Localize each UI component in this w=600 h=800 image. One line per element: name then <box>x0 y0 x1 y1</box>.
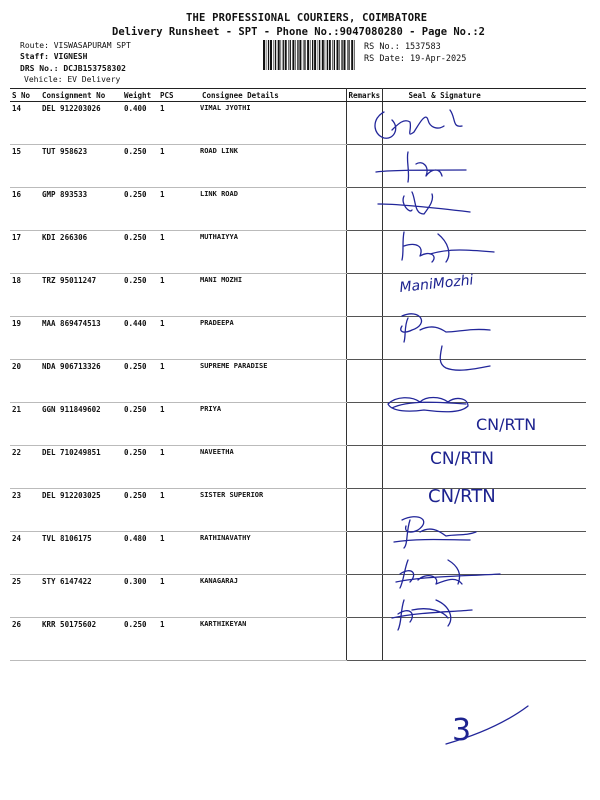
row-remarks <box>346 618 382 661</box>
runsheet-subtitle: Delivery Runsheet - SPT - Phone No.:9047080280 - Page No.:2 <box>112 26 485 38</box>
row-sno: 18 <box>10 274 40 317</box>
barcode-bar <box>303 40 304 70</box>
barcode-bar <box>281 40 282 70</box>
row-weight: 0.250 <box>122 145 158 188</box>
row-consignee: KANAGARAJ <box>188 575 346 618</box>
row-signature <box>382 102 586 145</box>
row-sno: 25 <box>10 575 40 618</box>
row-pcs: 1 <box>158 446 188 489</box>
row-consignment: GMP 893533 <box>40 188 122 231</box>
barcode-bar <box>329 40 331 70</box>
barcode-bar <box>325 40 326 70</box>
row-pcs: 1 <box>158 231 188 274</box>
row-consignee: PRIYA <box>188 403 346 446</box>
row-sno: 20 <box>10 360 40 403</box>
row-consignment: DEL 912203026 <box>40 102 122 145</box>
row-consignee: PRADEEPA <box>188 317 346 360</box>
row-weight: 0.250 <box>122 618 158 661</box>
row-weight: 0.480 <box>122 532 158 575</box>
row-pcs: 1 <box>158 360 188 403</box>
row-consignee: ROAD LINK <box>188 145 346 188</box>
table-row <box>10 489 586 532</box>
row-remarks <box>346 317 382 360</box>
barcode-bar <box>310 40 311 70</box>
row-sno: 21 <box>10 403 40 446</box>
row-pcs: 1 <box>158 532 188 575</box>
signature-22-remark: CN/RTN <box>430 449 494 469</box>
table-row <box>10 575 586 618</box>
row-pcs: 1 <box>158 317 188 360</box>
row-remarks <box>346 145 382 188</box>
row-consignee: RATHINAVATHY <box>188 532 346 575</box>
vehicle-label: Vehicle: EV Delivery <box>24 75 121 84</box>
row-signature <box>382 274 586 317</box>
row-pcs: 1 <box>158 618 188 661</box>
row-weight: 0.250 <box>122 446 158 489</box>
row-sno: 19 <box>10 317 40 360</box>
row-weight: 0.300 <box>122 575 158 618</box>
barcode-bar <box>312 40 313 70</box>
row-consignee: SUPREME PARADISE <box>188 360 346 403</box>
table-header-row <box>10 89 586 102</box>
row-weight: 0.250 <box>122 360 158 403</box>
row-sno: 17 <box>10 231 40 274</box>
row-weight: 0.400 <box>122 102 158 145</box>
row-signature <box>382 446 586 489</box>
row-consignment: TRZ 95011247 <box>40 274 122 317</box>
table-row <box>10 360 586 403</box>
barcode-bar <box>347 40 348 70</box>
row-consignment: KRR 50175602 <box>40 618 122 661</box>
row-sno: 14 <box>10 102 40 145</box>
barcode-bar <box>275 40 276 70</box>
table-row <box>10 618 586 661</box>
row-consignee: MUTHAIYYA <box>188 231 346 274</box>
row-signature <box>382 532 586 575</box>
row-consignment: GGN 911849602 <box>40 403 122 446</box>
table-row <box>10 102 586 145</box>
barcode-bar <box>290 40 291 70</box>
row-signature <box>382 360 586 403</box>
barcode-bar <box>314 40 316 70</box>
barcode-bar <box>263 40 265 70</box>
row-consignee: KARTHIKEYAN <box>188 618 346 661</box>
table-row <box>10 446 586 489</box>
row-pcs: 1 <box>158 145 188 188</box>
row-consignment: MAA 869474513 <box>40 317 122 360</box>
table-row <box>10 274 586 317</box>
barcode-bar <box>268 40 269 70</box>
barcode-bar <box>341 40 342 70</box>
row-pcs: 1 <box>158 403 188 446</box>
drs-number: DRS No.: DCJB153758302 <box>20 64 126 73</box>
page-mark-stroke <box>446 706 528 744</box>
route-label: Route: VISWASAPURAM SPT <box>20 41 131 50</box>
barcode-bar <box>334 40 335 70</box>
row-weight: 0.440 <box>122 317 158 360</box>
row-weight: 0.250 <box>122 274 158 317</box>
row-signature <box>382 188 586 231</box>
row-remarks <box>346 532 382 575</box>
row-consignee: VIMAL JYOTHI <box>188 102 346 145</box>
barcode-bar <box>348 40 349 70</box>
page-mark: 3 <box>452 713 472 748</box>
table-row <box>10 317 586 360</box>
col-consignee: Consignee Details <box>188 89 346 102</box>
barcode-bar <box>299 40 301 70</box>
row-pcs: 1 <box>158 575 188 618</box>
barcode-image <box>262 40 358 70</box>
col-sno: S No <box>10 89 40 102</box>
row-consignment: DEL 710249851 <box>40 446 122 489</box>
row-remarks <box>346 274 382 317</box>
row-consignee: MANI MOZHI <box>188 274 346 317</box>
row-weight: 0.250 <box>122 188 158 231</box>
row-remarks <box>346 403 382 446</box>
barcode-bar <box>295 40 296 70</box>
row-sno: 22 <box>10 446 40 489</box>
rs-number: RS No.: 1537583 <box>364 42 441 52</box>
row-consignment: NDA 906713326 <box>40 360 122 403</box>
row-sno: 23 <box>10 489 40 532</box>
row-consignee: LINK ROAD <box>188 188 346 231</box>
row-consignment: DEL 912203025 <box>40 489 122 532</box>
row-consignment: TVL 8106175 <box>40 532 122 575</box>
barcode-bar <box>270 40 272 70</box>
row-pcs: 1 <box>158 489 188 532</box>
row-pcs: 1 <box>158 274 188 317</box>
table-row <box>10 403 586 446</box>
row-sno: 26 <box>10 618 40 661</box>
row-signature <box>382 317 586 360</box>
row-signature <box>382 231 586 274</box>
row-consignment: TUT 958623 <box>40 145 122 188</box>
row-pcs: 1 <box>158 188 188 231</box>
row-signature <box>382 403 586 446</box>
row-sno: 16 <box>10 188 40 231</box>
barcode-bar <box>292 40 294 70</box>
table-row <box>10 532 586 575</box>
barcode-bar <box>337 40 339 70</box>
row-signature <box>382 618 586 661</box>
row-consignment: STY 6147422 <box>40 575 122 618</box>
company-title: THE PROFESSIONAL COURIERS, COIMBATORE <box>186 12 428 24</box>
barcode-bar <box>285 40 287 70</box>
col-signature: Seal & Signature <box>382 89 586 102</box>
table-row <box>10 145 586 188</box>
barcode-bar <box>288 40 289 70</box>
barcode-bar <box>274 40 275 70</box>
row-consignee: SISTER SUPERIOR <box>188 489 346 532</box>
row-remarks <box>346 231 382 274</box>
row-signature <box>382 145 586 188</box>
signature-23-remark: CN/RTN <box>428 486 496 507</box>
barcode-bar <box>266 40 267 70</box>
runsheet-table <box>10 88 586 661</box>
row-signature <box>382 489 586 532</box>
barcode-bar <box>327 40 328 70</box>
signature-21-remark: CN/RTN <box>476 415 537 434</box>
barcode-bar <box>332 40 333 70</box>
barcode-bar <box>344 40 346 70</box>
staff-label: Staff: VIGNESH <box>20 52 88 61</box>
row-remarks <box>346 575 382 618</box>
row-weight: 0.250 <box>122 231 158 274</box>
barcode-bar <box>354 40 355 70</box>
barcode-bar <box>319 40 320 70</box>
barcode-bar <box>318 40 319 70</box>
barcode-bar <box>339 40 340 70</box>
row-consignment: KDI 266306 <box>40 231 122 274</box>
barcode-bar <box>278 40 280 70</box>
table-row <box>10 231 586 274</box>
row-remarks <box>346 360 382 403</box>
row-weight: 0.250 <box>122 489 158 532</box>
table-row <box>10 188 586 231</box>
barcode-bar <box>351 40 353 70</box>
rs-date: RS Date: 19-Apr-2025 <box>364 54 467 64</box>
row-consignee: NAVEETHA <box>188 446 346 489</box>
row-weight: 0.250 <box>122 403 158 446</box>
barcode-bar <box>322 40 324 70</box>
row-remarks <box>346 188 382 231</box>
col-weight: Weight <box>122 89 158 102</box>
row-pcs: 1 <box>158 102 188 145</box>
col-remarks: Remarks <box>346 89 382 102</box>
row-remarks <box>346 489 382 532</box>
row-remarks <box>346 102 382 145</box>
row-sno: 24 <box>10 532 40 575</box>
barcode-bar <box>283 40 284 70</box>
row-signature <box>382 575 586 618</box>
col-consignment: Consignment No <box>40 89 122 102</box>
barcode-bar <box>297 40 298 70</box>
signature-18: ManiMozhi <box>398 272 475 296</box>
barcode-bar <box>304 40 305 70</box>
row-remarks <box>346 446 382 489</box>
barcode-bar <box>307 40 309 70</box>
col-pcs: PCS <box>158 89 188 102</box>
row-sno: 15 <box>10 145 40 188</box>
